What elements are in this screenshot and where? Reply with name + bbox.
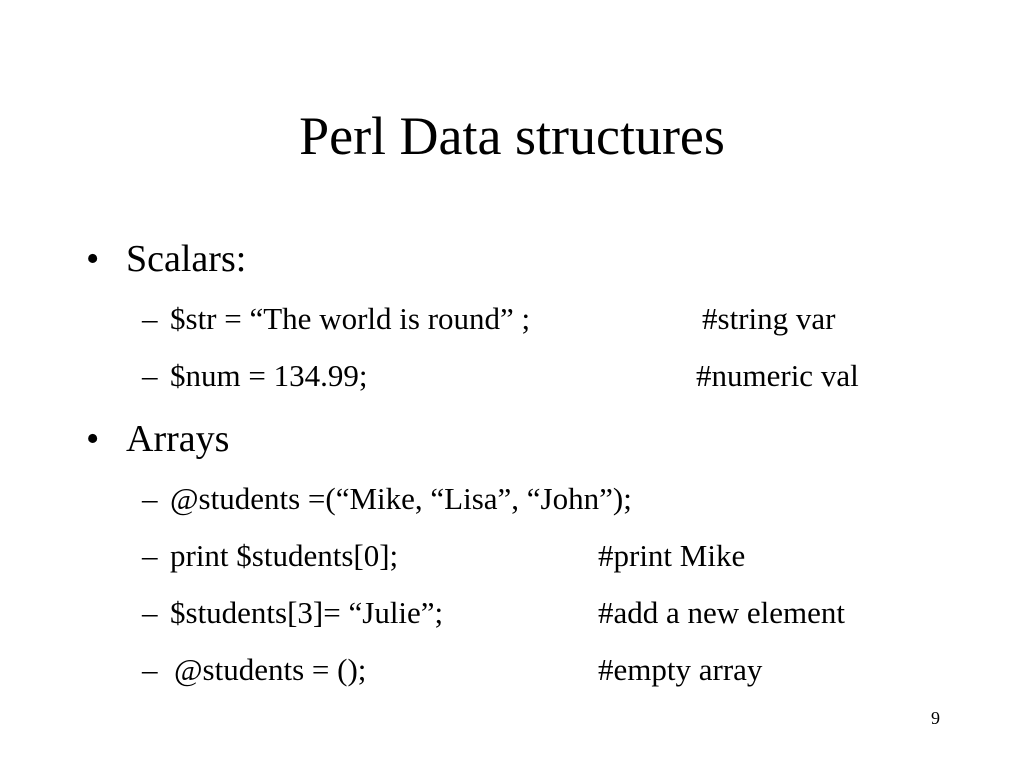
sub-item [142, 650, 942, 690]
sub-item [142, 536, 942, 576]
dash-icon: – [142, 652, 158, 687]
dash-icon: – [142, 595, 158, 630]
comment-text: #print Mike [598, 538, 746, 573]
code-text: @students =(“Mike, “Lisa”, “John”); [170, 481, 632, 516]
comment-text: #empty array [598, 652, 763, 687]
comment-text: #string var [702, 301, 836, 336]
dash-icon: – [142, 481, 158, 516]
bullet-scalars [86, 236, 386, 282]
page-number: 9 [931, 708, 940, 728]
code-text: print $students[0]; [170, 538, 399, 573]
bullet-icon: • [86, 418, 100, 460]
code-text: $num = 134.99; [170, 358, 368, 393]
sub-item [142, 479, 942, 519]
bullet-icon: • [86, 238, 100, 280]
code-text: $str = “The world is round” ; [170, 301, 531, 336]
sub-item [142, 593, 942, 633]
bullet-label: Arrays [126, 418, 230, 460]
code-text: $students[3]= “Julie”; [170, 595, 444, 630]
slide-title: Perl Data structures [299, 106, 725, 166]
code-text: @students = (); [174, 652, 367, 687]
dash-icon: – [142, 358, 158, 393]
comment-text: #add a new element [598, 595, 846, 630]
sub-item [142, 356, 942, 396]
dash-icon: – [142, 301, 158, 336]
bullet-label: Scalars: [126, 238, 247, 280]
bullet-arrays [86, 416, 386, 462]
dash-icon: – [142, 538, 158, 573]
sub-item [142, 299, 942, 339]
comment-text: #numeric val [696, 358, 859, 393]
